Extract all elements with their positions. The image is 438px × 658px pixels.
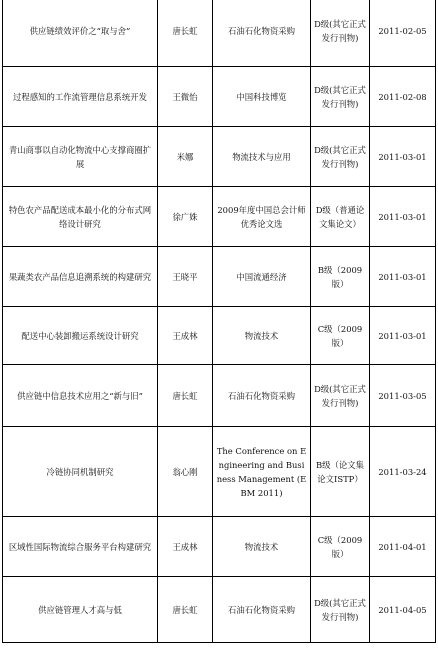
table-row — [3, 577, 436, 643]
paper-title-cell: 区域性国际物流综合服务平台构建研究 — [3, 517, 158, 577]
author-cell: 王成林 — [158, 307, 213, 365]
date-cell: 2011-04-05 — [370, 577, 436, 643]
paper-title-cell: 青山商事以自动化物流中心支撑商圈扩展 — [3, 127, 158, 187]
paper-title-cell: 供应链绩效评价之“取与舍” — [3, 0, 158, 67]
paper-title-cell: 过程感知的工作流管理信息系统开发 — [3, 67, 158, 127]
author-cell: 唐长虹 — [158, 577, 213, 643]
level-cell: D级(其它正式发行刊物) — [311, 577, 370, 643]
author-cell: 唐长虹 — [158, 365, 213, 427]
venue-cell: 物流技术与应用 — [213, 127, 311, 187]
date-cell: 2011-02-08 — [370, 67, 436, 127]
level-cell: D级(其它正式发行刊物) — [311, 127, 370, 187]
author-cell: 徐广姝 — [158, 187, 213, 247]
date-cell: 2011-03-01 — [370, 187, 436, 247]
level-cell: D级(其它正式发行刊物) — [311, 67, 370, 127]
paper-title-cell: 冷链协同机制研究 — [3, 427, 158, 517]
author-cell: 米娜 — [158, 127, 213, 187]
date-cell: 2011-04-01 — [370, 517, 436, 577]
date-cell: 2011-03-01 — [370, 127, 436, 187]
level-cell: D级（普通论文集论文） — [311, 187, 370, 247]
date-cell: 2011-03-05 — [370, 365, 436, 427]
date-cell: 2011-03-01 — [370, 307, 436, 365]
author-cell: 王微怡 — [158, 67, 213, 127]
table-row — [3, 67, 436, 127]
venue-cell: 中国流通经济 — [213, 247, 311, 307]
level-cell: C级（2009版） — [311, 307, 370, 365]
date-cell: 2011-03-24 — [370, 427, 436, 517]
paper-title-cell: 果蔬类农产品信息追溯系统的构建研究 — [3, 247, 158, 307]
table-row — [3, 0, 436, 67]
table-row — [3, 247, 436, 307]
publications-table — [2, 0, 436, 643]
level-cell: C级（2009版） — [311, 517, 370, 577]
venue-cell: 物流技术 — [213, 517, 311, 577]
table-row — [3, 187, 436, 247]
author-cell: 翁心刚 — [158, 427, 213, 517]
paper-title-cell: 特色农产品配送成本最小化的分布式网络设计研究 — [3, 187, 158, 247]
date-cell: 2011-03-01 — [370, 247, 436, 307]
table-row — [3, 127, 436, 187]
table-row — [3, 365, 436, 427]
author-cell: 王晓平 — [158, 247, 213, 307]
venue-cell: 物流技术 — [213, 307, 311, 365]
level-cell: B级（2009版） — [311, 247, 370, 307]
level-cell: D级(其它正式发行刊物) — [311, 0, 370, 67]
venue-cell: The Conference on Engineering and Business Management (EBM 2011) — [213, 427, 311, 517]
author-cell: 唐长虹 — [158, 0, 213, 67]
author-cell: 王成林 — [158, 517, 213, 577]
venue-cell: 石油石化物资采购 — [213, 365, 311, 427]
table-row — [3, 517, 436, 577]
table-row — [3, 307, 436, 365]
paper-title-cell: 配送中心装卸搬运系统设计研究 — [3, 307, 158, 365]
level-cell: B级（论文集论文ISTP） — [311, 427, 370, 517]
paper-title-cell: 供应链中信息技术应用之“新与旧” — [3, 365, 158, 427]
venue-cell: 石油石化物资采购 — [213, 0, 311, 67]
date-cell: 2011-02-05 — [370, 0, 436, 67]
paper-title-cell: 供应链管理人才高与低 — [3, 577, 158, 643]
venue-cell: 中国科技博览 — [213, 67, 311, 127]
venue-cell: 2009年度中国总会计师优秀论文选 — [213, 187, 311, 247]
level-cell: D级(其它正式发行刊物) — [311, 365, 370, 427]
venue-cell: 石油石化物资采购 — [213, 577, 311, 643]
table-row — [3, 427, 436, 517]
